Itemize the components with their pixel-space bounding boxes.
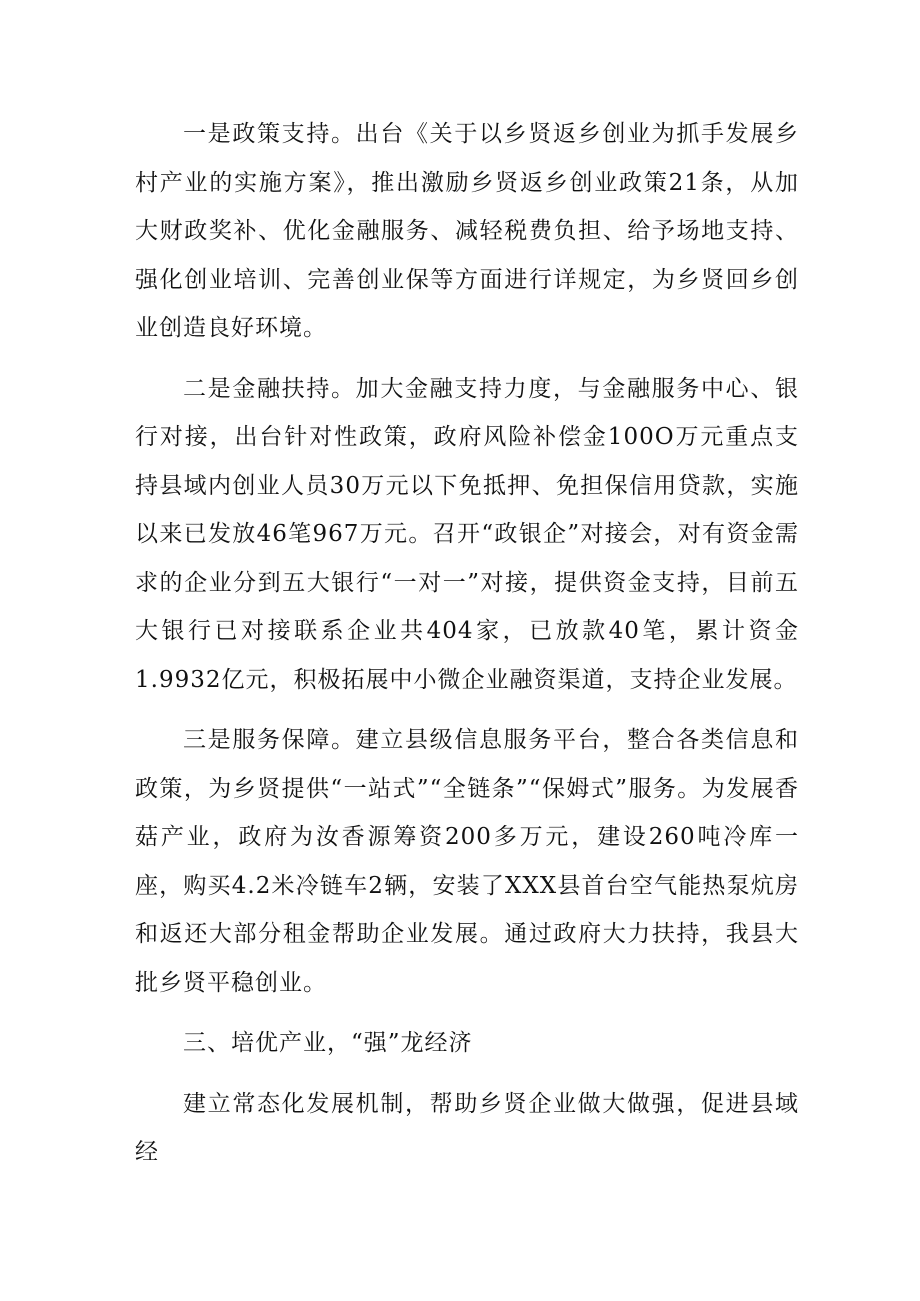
- paragraph-closing: 建立常态化发展机制，帮助乡贤企业做大做强，促进县域经: [135, 1090, 799, 1165]
- section-heading: 三、培优产业，“强”龙经济: [183, 1030, 473, 1056]
- paragraph-service-guarantee: 三是服务保障。建立县级信息服务平台，整合各类信息和政策，为乡贤提供“一站式”“全链条”“保姆式”服务。为发展香菇产业，政府为汝香源筹资200多万元，建设260吨冷库一座，购买4.2米冷链车2辆，安装了XXX县首台空气能热泵炕房和返还大部分租金帮助企业发展。通过政府大力扶持，我县大批乡贤平稳创业。: [135, 727, 799, 996]
- paragraph-financial-support: 二是金融扶持。加大金融支持力度，与金融服务中心、银行对接，出台针对性政策，政府风险补偿金100O万元重点支持县域内创业人员30万元以下免抵押、免担保信用贷款，实施以来已发放46笔967万元。召开“政银企”对接会，对有资金需求的企业分到五大银行“一对一”对接，提供资金支持，目前五大银行已对接联系企业共404家，已放款40笔，累计资金1.9932亿元，积极拓展中小微企业融资渠道，支持企业发展。: [135, 375, 799, 693]
- document-body: [135, 110, 799, 1189]
- paragraph-policy-support: 一是政策支持。出台《关于以乡贤返乡创业为抓手发展乡村产业的实施方案》，推出激励乡贤返乡创业政策21条，从加大财政奖补、优化金融服务、减轻税费负担、给予场地支持、强化创业培训、完善创业保等方面进行详规定，为乡贤回乡创业创造良好环境。: [135, 121, 799, 341]
